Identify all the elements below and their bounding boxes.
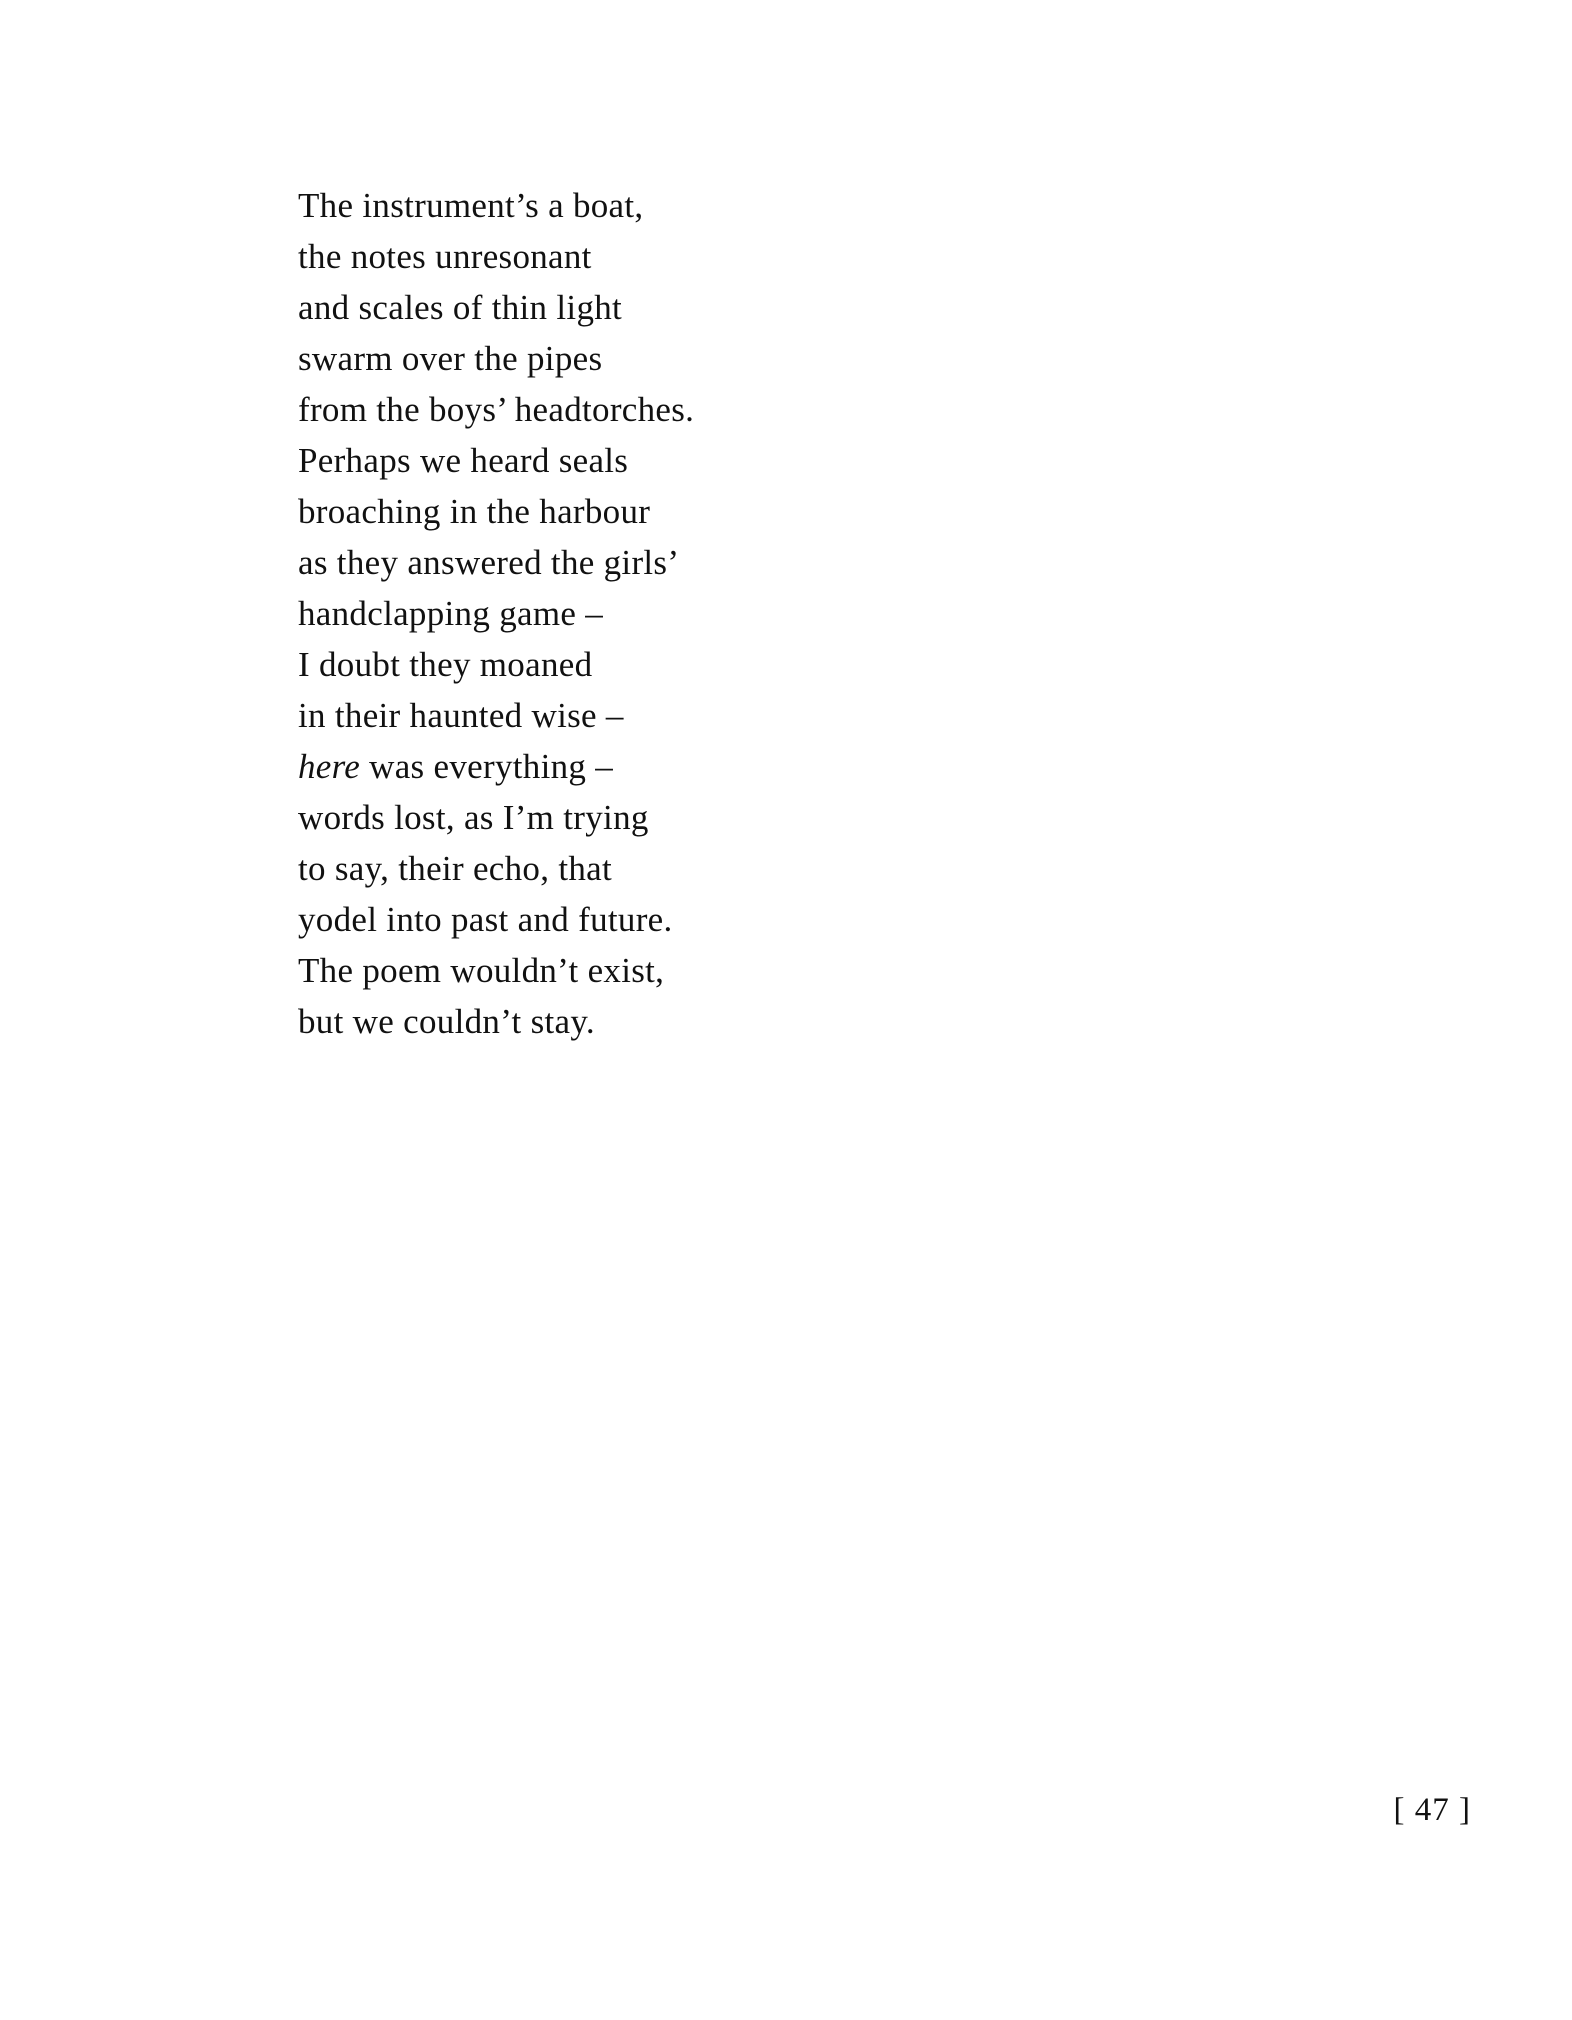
- poem-line-8: as they answered the girls’: [298, 543, 680, 582]
- poem-line-1: The instrument’s a boat,: [298, 186, 644, 225]
- poem-line-12-italic: here: [298, 747, 361, 786]
- poem-line-10: I doubt they moaned: [298, 645, 593, 684]
- poem-line-13: words lost, as I’m trying: [298, 798, 649, 837]
- poem-line-9: handclapping game –: [298, 594, 604, 633]
- poem-line-2: the notes unresonant: [298, 237, 592, 276]
- poem-line-12: [298, 741, 694, 792]
- poem-line-7: broaching in the harbour: [298, 492, 651, 531]
- poem-line-5: from the boys’ headtorches.: [298, 390, 695, 429]
- poem-line-4: swarm over the pipes: [298, 339, 603, 378]
- poem-line-16: The poem wouldn’t exist,: [298, 951, 665, 990]
- poem-line-15: yodel into past and future.: [298, 900, 673, 939]
- poem-line-12-rest: was everything –: [360, 747, 614, 786]
- poem-line-6: Perhaps we heard seals: [298, 441, 629, 480]
- poem-text: [298, 180, 694, 1047]
- poem-line-17: but we couldn’t stay.: [298, 1002, 595, 1041]
- poem-line-3: and scales of thin light: [298, 288, 623, 327]
- poem-line-14: to say, their echo, that: [298, 849, 612, 888]
- poem-line-11: in their haunted wise –: [298, 696, 624, 735]
- page-number: [ 47 ]: [1393, 1792, 1471, 1828]
